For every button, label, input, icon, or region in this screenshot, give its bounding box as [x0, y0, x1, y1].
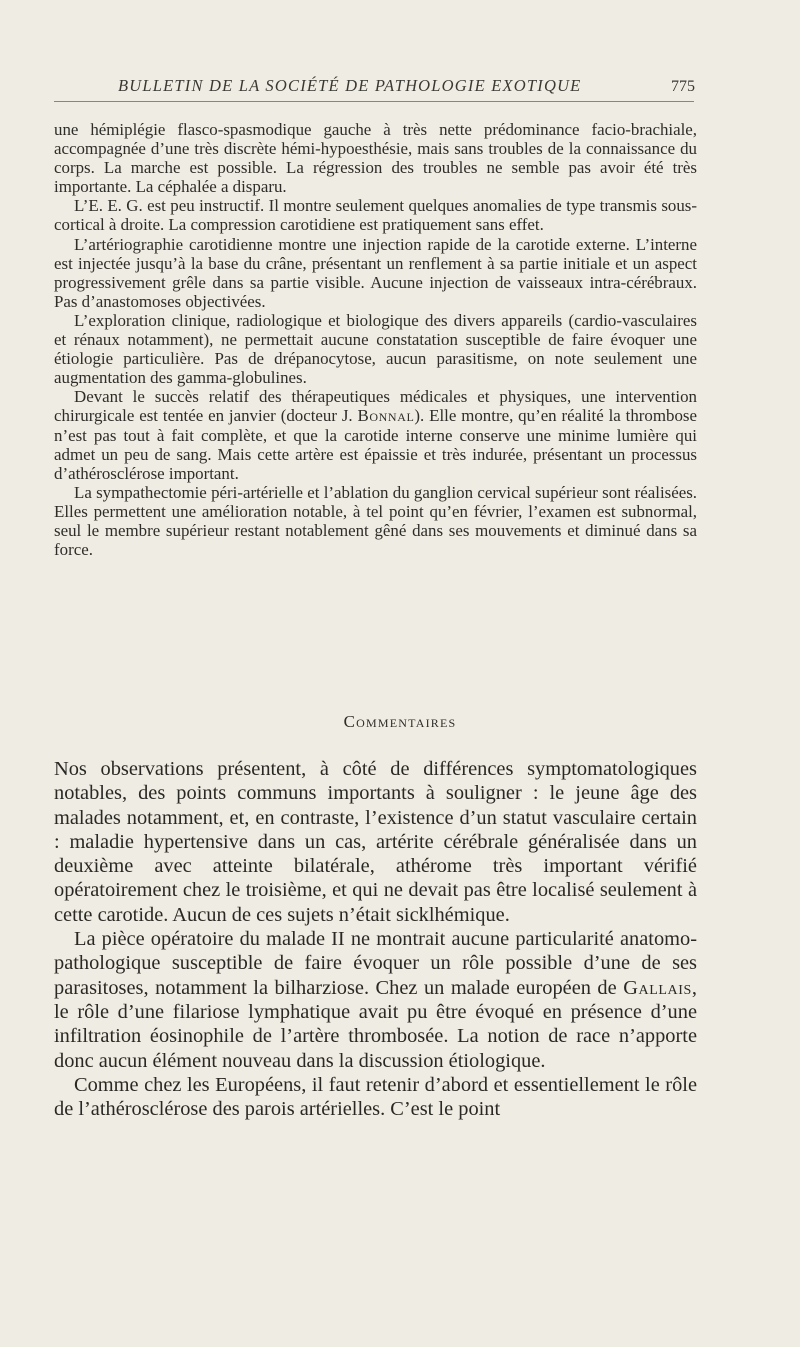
paragraph-text: La pièce opératoire du malade II ne montrait aucune particularité anatomo-pathologique susceptible de faire évoquer un rôle possible d’une de ses parasitoses, notamment la bilharziose. Chez un malade européen de: [54, 928, 697, 999]
page-number: 775: [671, 78, 695, 95]
paragraph: L’exploration clinique, radiologique et biologique des divers appareils (cardio-vasculaires et rénaux notamment), ne permettait aucune constatation susceptible de faire évoquer une étiologie particulière. Pas de drépanocytose, aucun parasitisme, on note seulement une augmentation des gamma-globulines.: [54, 310, 697, 388]
running-header: BULLETIN DE LA SOCIÉTÉ DE PATHOLOGIE EXOTIQUE: [118, 76, 582, 95]
paragraph-text: Devant le succès relatif des thérapeutiques médicales et physiques, une intervention chirurgicale est tentée en janvier (docteur J.: [54, 387, 697, 426]
paragraph: Nos observations présentent, à côté de différences symptomatologiques notables, des points communs importants à souligner : le jeune âge des malades notamment, et, en contraste, l’existence d’un statut vasculaire certain : maladie hypertensive dans un cas, artérite cérébrale généralisée dans un deuxième avec atteinte bilatérale, athérome très important vérifié opératoirement chez le troisième, et qui ne devait pas être localisé seulement à cette carotide. Aucun de ces sujets n’était sicklhémique.: [54, 758, 697, 926]
author-name: Gallais: [623, 976, 692, 999]
paragraph: [54, 387, 697, 482]
paragraph-text: ). Elle montre, qu’en réalité la thrombose n’est pas tout à fait complète, et que la carotide interne conserve une minime lumière qui admet un peu de sang. Mais cette artère est épaissie et très indurée, présentant un processus d’athérosclérose important.: [54, 406, 697, 483]
paragraph: L’E. E. G. est peu instructif. Il montre seulement quelques anomalies de type transmis sous-cortical à droite. La compression carotidiene est pratiquement sans effet.: [54, 196, 697, 235]
paragraph: La sympathectomie péri-artérielle et l’ablation du ganglion cervical supérieur sont réalisées. Elles permettent une amélioration notable, à tel point qu’en février, l’examen est subnormal, seul le membre supérieur restant notablement gêné dans ses mouvements et diminué dans sa force.: [54, 482, 697, 560]
section-heading: Commentaires: [343, 712, 457, 731]
paragraph: Comme chez les Européens, il faut retenir d’abord et essentiellement le rôle de l’athérosclérose des parois artérielles. C’est le point: [54, 1073, 697, 1121]
author-name: Bonnal: [357, 406, 415, 426]
paragraph: L’artériographie carotidienne montre une injection rapide de la carotide externe. L’interne est injectée jusqu’à la base du crâne, présentant un renflement à sa partie initiale et un aspect progressivement grêle dans sa partie visible. Aucune injection de vaisseaux intra-cérébraux. Pas d’anastomoses objectivées.: [54, 234, 697, 311]
case-observation-text: [54, 120, 697, 559]
header-divider: [54, 101, 694, 102]
paragraph: [54, 927, 697, 1073]
paragraph-text: , le rôle d’une filariose lymphatique avait pu être évoqué en présence d’une infiltration éosinophile de l’artère thrombosée. La notion de race n’apporte donc aucun élément nouveau dans la discussion étiologique.: [54, 976, 697, 1072]
paragraph: une hémiplégie flasco-spasmodique gauche à très nette prédominance facio-brachiale, accompagnée d’une très discrète hémi-hypoesthésie, mais sans troubles de la connaissance du corps. La marche est possible. La régression des troubles ne semble pas avoir été très importante. La céphalée a disparu.: [54, 120, 697, 197]
commentaires-text: [54, 757, 697, 1121]
